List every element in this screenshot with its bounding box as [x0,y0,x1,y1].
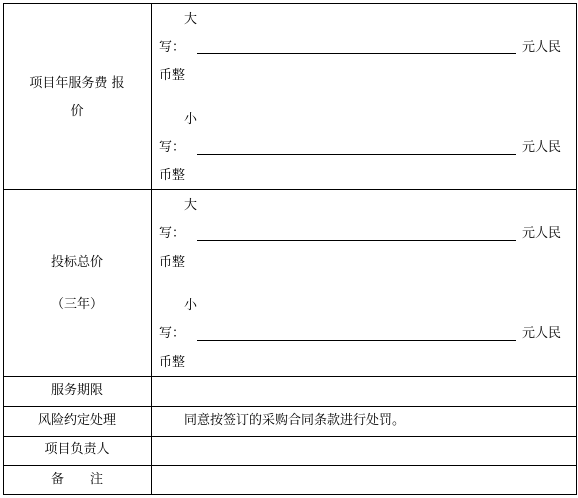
annual-fee-lower-currency: 币整 [159,168,186,183]
total-price-upper-amount-line[interactable] [197,240,516,241]
total-price-lower-currency: 币整 [159,355,186,370]
column-divider [151,3,152,495]
row-divider [3,406,577,407]
annual-fee-upper-write: 写： [159,40,186,55]
row-divider [3,436,577,437]
total-price-lower-char: 小 [184,298,198,313]
annual-fee-lower-amount-line[interactable] [197,154,516,155]
total-price-upper-char: 大 [184,198,198,213]
total-price-lower-unit: 元人民 [522,326,562,341]
annual-fee-lower-char: 小 [184,112,198,127]
project-manager-label: 项目负责人 [44,442,110,457]
total-price-label-line2: （三年） [50,297,103,312]
row-divider [3,189,577,190]
annual-fee-lower-unit: 元人民 [522,140,562,155]
row-divider [3,465,577,466]
total-price-upper-currency: 币整 [159,255,186,270]
annual-fee-upper-unit: 元人民 [522,40,562,55]
risk-label: 风险约定处理 [37,413,116,428]
table-border-bottom [3,494,577,495]
annual-fee-label-line1: 项目年服务费 报 [29,76,125,91]
total-price-lower-write: 写： [159,326,186,341]
risk-value: 同意按签订的采购合同条款进行处罚。 [184,413,406,428]
annual-fee-upper-amount-line[interactable] [197,53,516,54]
total-price-label-line1: 投标总价 [50,255,103,270]
total-price-upper-unit: 元人民 [522,226,562,241]
annual-fee-upper-char: 大 [184,12,198,27]
annual-fee-upper-currency: 币整 [159,68,186,83]
remarks-label: 备 注 [50,472,103,487]
row-divider [3,376,577,377]
table-border-right [576,3,577,495]
total-price-lower-amount-line[interactable] [197,340,516,341]
table-border-top [3,3,577,4]
annual-fee-lower-write: 写： [159,140,186,155]
total-price-upper-write: 写： [159,226,186,241]
service-period-label: 服务期限 [50,383,103,398]
annual-fee-label-line2: 价 [70,104,84,119]
